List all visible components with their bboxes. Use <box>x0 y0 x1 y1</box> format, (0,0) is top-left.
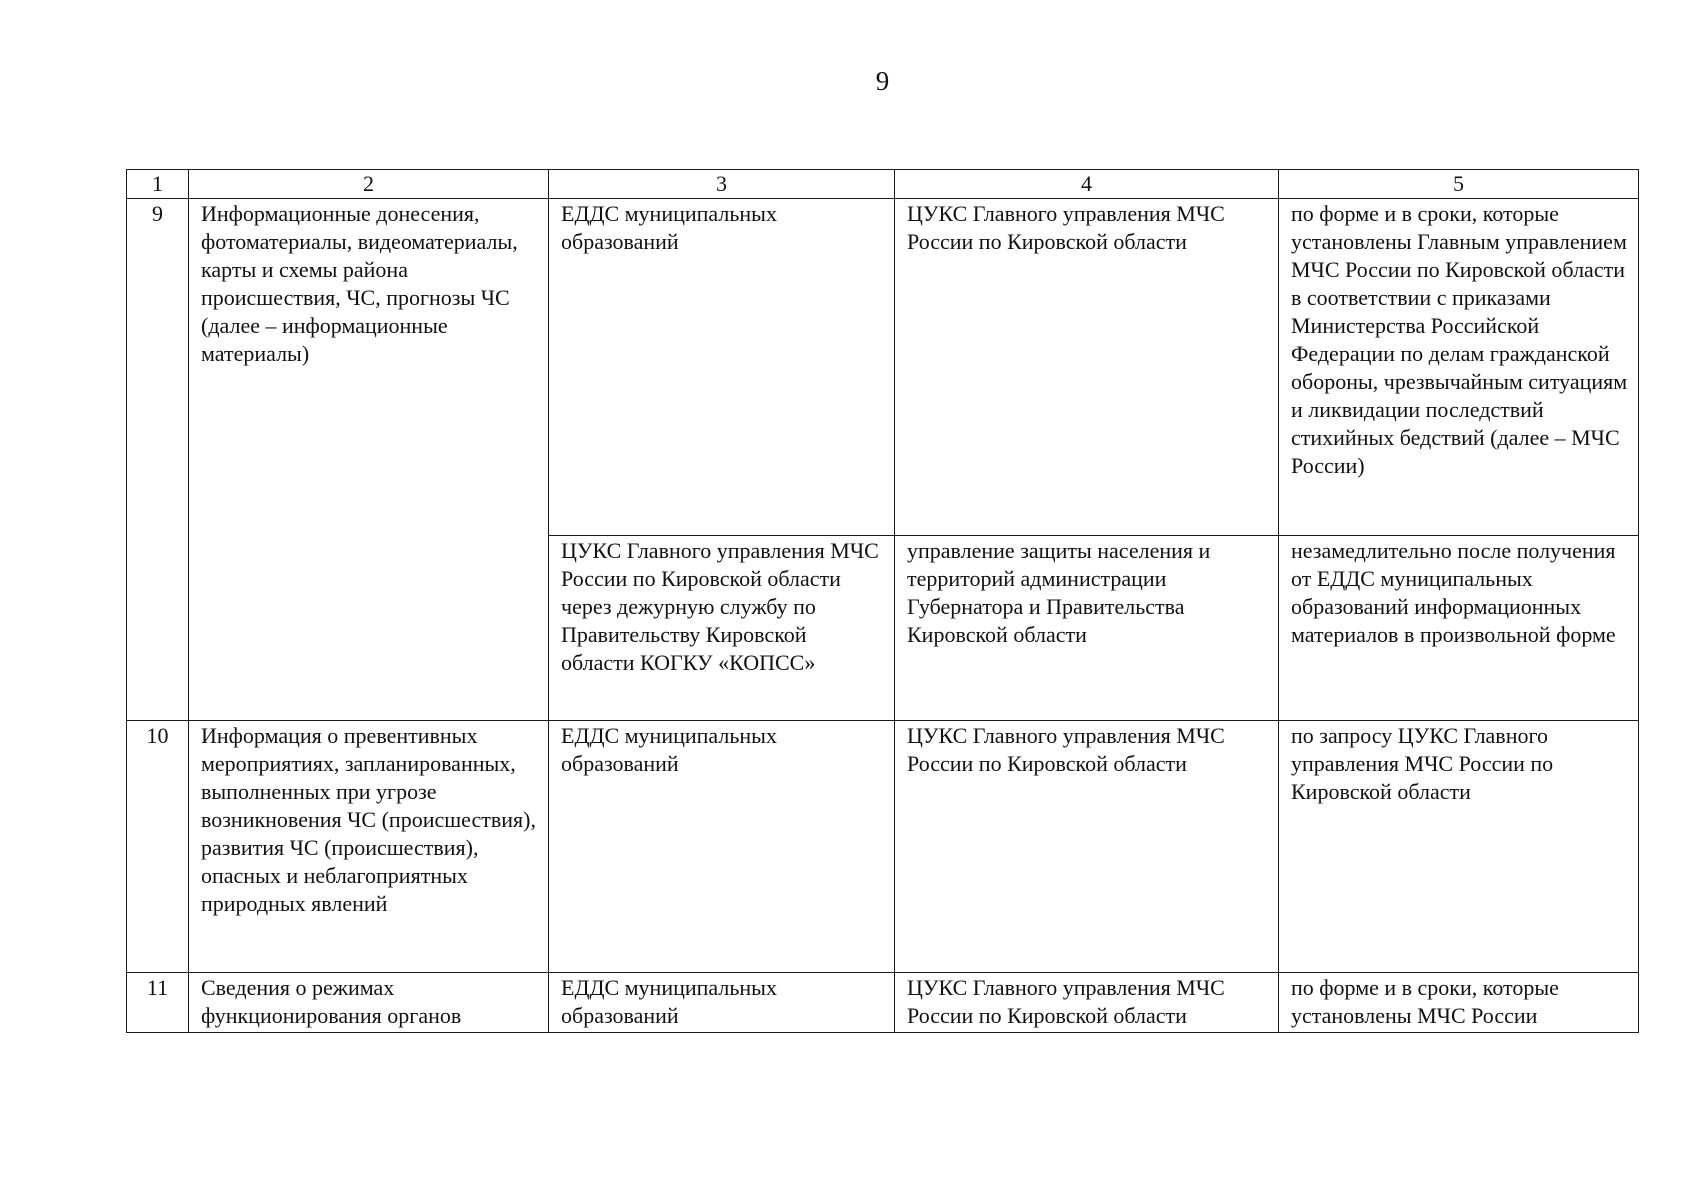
item-cell <box>189 973 549 1033</box>
to-cell <box>895 536 1279 721</box>
page-number: 9 <box>875 66 890 96</box>
item-text: Сведения о режимах функционирования органов <box>201 975 462 1028</box>
row-number: 11 <box>127 973 189 1033</box>
term-text: по форме и в сроки, которые установлены Главным управлением МЧС России по Кировской области в соответствии с приказами Министерства Российской Федерации по делам гражданской обороны, чрезвычайным ситуациям и ликвидации последствий стихийных бедствий (далее – МЧС России) <box>1291 201 1628 478</box>
row-number: 10 <box>127 721 189 973</box>
item-cell <box>189 721 549 973</box>
to-cell <box>895 199 1279 536</box>
to-text: ЦУКС Главного управления МЧС России по Кировской области <box>907 975 1225 1028</box>
to-text: ЦУКС Главного управления МЧС России по Кировской области <box>907 723 1225 776</box>
document-table <box>126 169 1639 1033</box>
item-text: Информация о превентивных мероприятиях, запланированных, выполненных при угрозе возникновения ЧС (происшествия), развития ЧС (происшествия), опасных и неблагоприятных природных явлений <box>201 723 536 916</box>
from-cell <box>549 536 895 721</box>
term-text: по запросу ЦУКС Главного управления МЧС России по Кировской области <box>1291 723 1554 804</box>
header-cell: 3 <box>549 170 895 199</box>
term-text: незамедлительно после получения от ЕДДС муниципальных образований информационных материалов в произвольной форме <box>1291 538 1616 647</box>
table-row <box>127 721 1639 973</box>
term-cell <box>1279 721 1639 973</box>
row-number: 9 <box>127 199 189 721</box>
to-cell <box>895 721 1279 973</box>
term-cell <box>1279 973 1639 1033</box>
item-cell <box>189 199 549 721</box>
from-text: ЕДДС муниципальных образований <box>561 723 777 776</box>
to-text: ЦУКС Главного управления МЧС России по Кировской области <box>907 201 1225 254</box>
from-cell <box>549 199 895 536</box>
term-text: по форме и в сроки, которые установлены МЧС России <box>1291 975 1559 1028</box>
from-cell <box>549 973 895 1033</box>
from-text: ЕДДС муниципальных образований <box>561 201 777 254</box>
header-cell: 5 <box>1279 170 1639 199</box>
item-text: Информационные донесения, фотоматериалы, видеоматериалы, карты и схемы района происшествия, ЧС, прогнозы ЧС (далее – информационные материалы) <box>201 201 518 366</box>
table-row <box>127 199 1639 536</box>
header-cell: 4 <box>895 170 1279 199</box>
to-text: управление защиты населения и территорий администрации Губернатора и Правительства Кировской области <box>907 538 1211 647</box>
header-cell: 1 <box>127 170 189 199</box>
table-row <box>127 973 1639 1033</box>
term-cell <box>1279 536 1639 721</box>
header-cell: 2 <box>189 170 549 199</box>
from-text: ЕДДС муниципальных образований <box>561 975 777 1028</box>
term-cell <box>1279 199 1639 536</box>
from-text: ЦУКС Главного управления МЧС России по Кировской области через дежурную службу по Правительству Кировской области КОГКУ «КОПСС» <box>561 538 879 675</box>
table-header-row <box>127 170 1639 199</box>
to-cell <box>895 973 1279 1033</box>
from-cell <box>549 721 895 973</box>
